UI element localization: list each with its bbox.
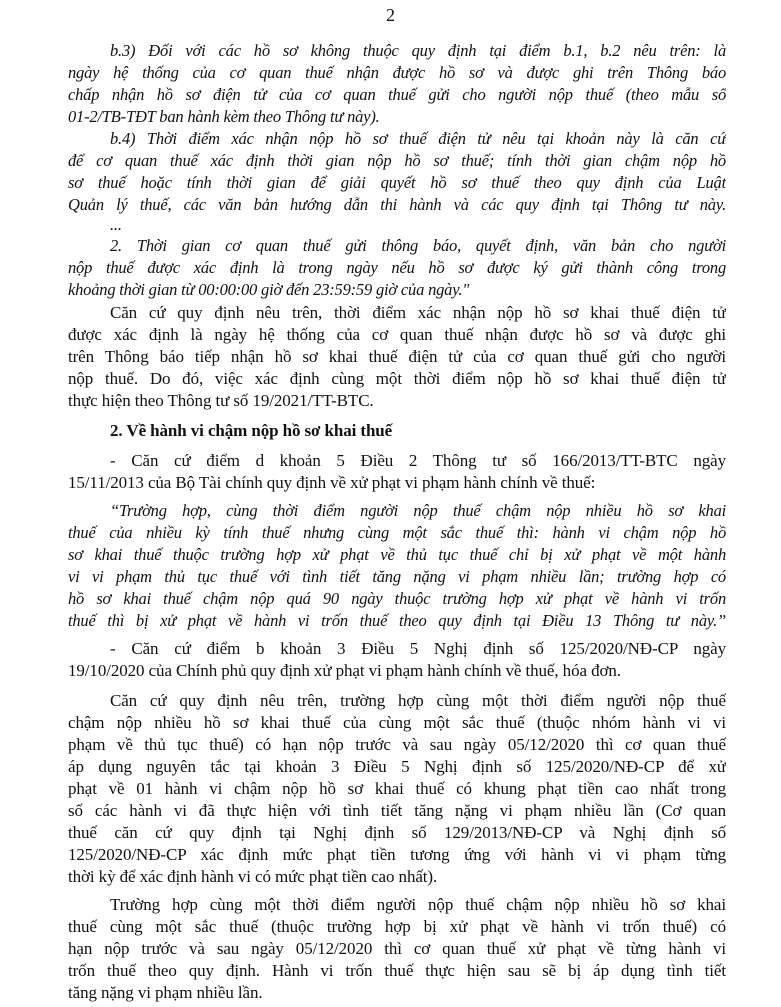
text-line: Quản lý thuế, các văn bản hướng dẫn thi hành và các quy định tại Thông tư này. (68, 195, 726, 214)
text-line: phạm về thủ tục thuế) có hạn nộp trước và sau ngày 05/12/2020 thì cơ quan thuế (68, 735, 726, 754)
text-line: 2. Thời gian cơ quan thuế gửi thông báo, quyết định, văn bản cho người (110, 236, 726, 255)
text-line: khoảng thời gian từ 00:00:00 giờ đến 23:59:59 giờ của ngày." (68, 280, 470, 299)
text-line: để cơ quan thuế xác định thời gian nộp hồ sơ thuế; tính thời gian chậm nộp hồ (68, 151, 726, 170)
text-line: ngày hệ thống của cơ quan thuế nhận được hồ sơ và được ghi trên Thông báo (68, 63, 726, 82)
text-line: được xác định là ngày hệ thống của cơ quan thuế nhận được hồ sơ và được ghi (68, 325, 726, 344)
text-line: chấp nhận hồ sơ điện tử của cơ quan thuế gửi cho người nộp thuế (theo mẫu số (68, 85, 726, 104)
text-line: b.3) Đối với các hồ sơ không thuộc quy định tại điểm b.1, b.2 nêu trên: là (110, 41, 726, 60)
text-line: trên Thông báo tiếp nhận hồ sơ khai thuế điện tử của cơ quan thuế gửi cho người (68, 347, 726, 366)
text-line: chậm nộp nhiều hồ sơ khai thuế của cùng một sắc thuế (thuộc nhóm hành vi vi (68, 713, 726, 732)
section-heading: 2. Về hành vi chậm nộp hồ sơ khai thuế (110, 421, 393, 440)
text-line: thực hiện theo Thông tư số 19/2021/TT-BTC. (68, 391, 374, 410)
text-line: nộp thuế được xác định là trong ngày nếu hồ sơ được ký gửi thành công trong (68, 258, 726, 277)
text-line: Căn cứ quy định nêu trên, trường hợp cùng một thời điểm người nộp thuế (110, 691, 726, 710)
text-line: Trường hợp cùng một thời điểm người nộp thuế chậm nộp nhiều hồ sơ khai (110, 895, 726, 914)
text-line: áp dụng nguyên tắc tại khoản 3 Điều 5 Nghị định số 125/2020/NĐ-CP để xử (68, 757, 726, 776)
text-line: 15/11/2013 của Bộ Tài chính quy định về xử phạt vi phạm hành chính về thuế: (68, 473, 596, 492)
text-line: hạn nộp trước và sau ngày 05/12/2020 thì cơ quan thuế xử phạt về từng hành vi (68, 939, 726, 958)
page-number: 2 (386, 5, 395, 25)
text-line: thuế thì bị xử phạt về hành vi trốn thuế theo quy định tại Điều 13 Thông tư này.” (68, 611, 726, 630)
text-line: phạt về 01 hành vi chậm nộp hồ sơ khai thuế có khung phạt tiền cao nhất trong (68, 779, 726, 798)
text-line: - Căn cứ điểm d khoản 5 Điều 2 Thông tư số 166/2013/TT-BTC ngày (110, 451, 726, 470)
text-line: “Trường hợp, cùng thời điểm người nộp thuế chậm nộp nhiều hồ sơ khai (110, 501, 726, 520)
text-line: trốn thuế theo quy định. Hành vi trốn thuế thực hiện sau sẽ bị áp dụng tình tiết (68, 961, 726, 980)
text-line: b.4) Thời điểm xác nhận nộp hồ sơ thuế điện tử nêu tại khoản này là căn cứ (110, 129, 726, 148)
text-line: 125/2020/NĐ-CP xác định mức phạt tiền tương ứng với hành vi vi phạm từng (68, 845, 726, 864)
text-line: thuế căn cứ quy định tại Nghị định số 129/2013/NĐ-CP và Nghị định số (68, 823, 726, 842)
text-line: sơ thuế hoặc tính thời gian để giải quyết hồ sơ thuế theo quy định của Luật (68, 173, 726, 192)
text-line: thuế của nhiều kỳ tính thuế nhưng cùng một sắc thuế thì: hành vi chậm nộp hồ (68, 523, 726, 542)
text-line: sơ khai thuế thuộc trường hợp xử phạt về thủ tục thuế chỉ bị xử phạt về một hành (68, 545, 726, 564)
text-line: 01-2/TB-TĐT ban hành kèm theo Thông tư này). (68, 107, 380, 126)
text-line: hồ sơ khai thuế chậm nộp quá 90 ngày thuộc trường hợp xử phạt về hành vi trốn (68, 589, 726, 608)
text-line: thuế cùng một sắc thuế (thuộc trường hợp bị xử phạt về hành vi trốn thuế) có (68, 917, 726, 936)
ellipsis: ... (110, 215, 122, 234)
text-line: - Căn cứ điểm b khoản 3 Điều 5 Nghị định số 125/2020/NĐ-CP ngày (110, 639, 726, 658)
text-line: thời kỳ để xác định hành vi có mức phạt tiền cao nhất). (68, 867, 438, 886)
text-line: số các hành vi đã thực hiện với tình tiết tăng nặng vi phạm nhiều lần (Cơ quan (68, 801, 726, 820)
text-line: tăng nặng vi phạm nhiều lần. (68, 983, 263, 1002)
text-line: vi vi phạm thủ tục thuế với tình tiết tăng nặng vi phạm nhiều lần; trường hợp có (68, 567, 726, 586)
text-line: nộp thuế. Do đó, việc xác định cùng một thời điểm nộp hồ sơ khai thuế điện tử (68, 369, 726, 388)
text-line: 19/10/2020 của Chính phủ quy định xử phạt vi phạm hành chính về thuế, hóa đơn. (68, 661, 621, 680)
text-line: Căn cứ quy định nêu trên, thời điểm xác nhận nộp hồ sơ khai thuế điện tử (110, 303, 726, 322)
